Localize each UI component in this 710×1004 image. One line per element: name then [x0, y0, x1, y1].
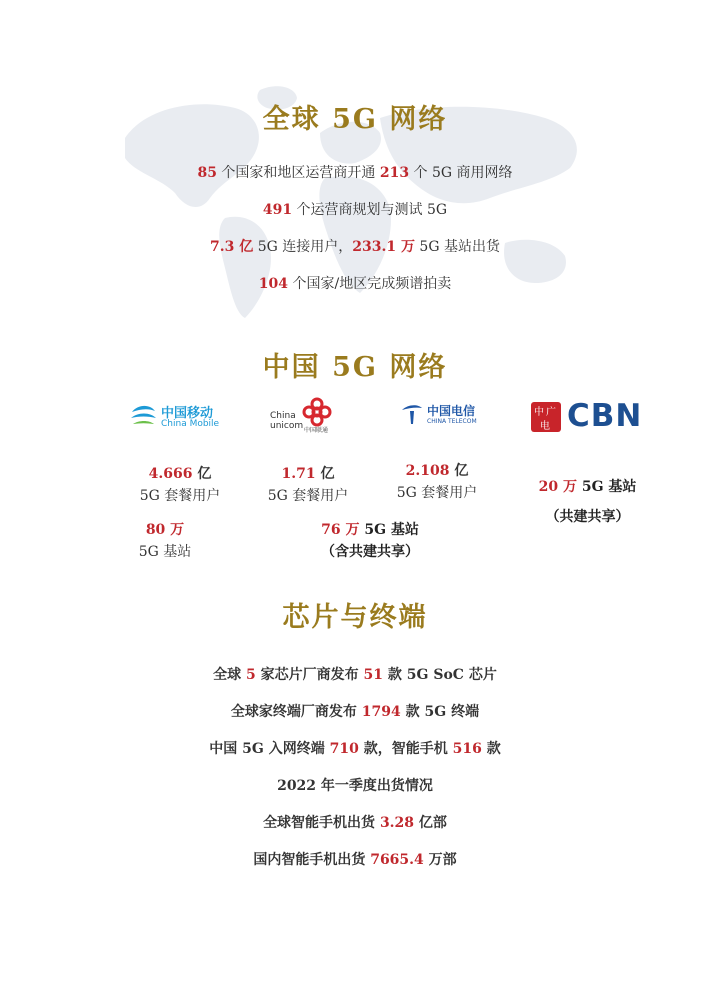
mobile-users — [115, 463, 245, 507]
label: 5G 套餐用户 — [396, 485, 478, 501]
text: 款 — [481, 741, 501, 757]
unit: 亿 — [192, 466, 212, 482]
label: 5G 套餐用户 — [267, 488, 349, 504]
chip-line-2 — [0, 701, 710, 721]
cbn-logo — [531, 398, 643, 436]
text: 5G 连接用户， — [253, 239, 353, 255]
note: （共建共享） — [545, 509, 630, 525]
text: 全球智能手机出货 — [263, 815, 380, 831]
value: 2.108 — [405, 463, 450, 479]
value: 1794 — [361, 704, 401, 720]
shared-base-stations — [290, 519, 450, 563]
unit: 亿 — [449, 463, 469, 479]
unit: 亿 — [315, 466, 335, 482]
section-title-china-5g: 中国 5G 网络 — [262, 352, 448, 383]
value: 51 — [363, 667, 384, 683]
value: 516 — [452, 741, 482, 757]
value: 104 — [258, 276, 289, 292]
value: 1.71 — [281, 466, 316, 482]
value: 5 — [246, 667, 256, 683]
china-mobile-en: China Mobile — [161, 419, 220, 429]
note: （含共建共享） — [321, 544, 419, 560]
cbn-glyph: 中 — [534, 407, 544, 418]
value: 7665.4 — [370, 852, 424, 868]
value: 710 — [329, 741, 359, 757]
label: 5G 基站 — [138, 544, 192, 560]
text: 万部 — [423, 852, 457, 868]
china-telecom-cn: 中国电信 — [427, 404, 476, 418]
text: 个国家和地区运营商开通 — [216, 165, 380, 181]
text: 全球 — [213, 667, 247, 683]
value: 85 — [197, 165, 217, 181]
china-telecom-logo — [400, 402, 490, 436]
text: 款 5G 终端 — [400, 704, 480, 720]
value: 491 — [262, 202, 293, 218]
text: 全球家终端厂商发布 — [230, 704, 362, 720]
chip-line-3 — [0, 738, 710, 758]
mobile-base-stations — [115, 519, 215, 563]
cbn-red-badge — [531, 402, 561, 432]
value: 213 — [379, 165, 410, 181]
value: 7.3 亿 — [210, 239, 254, 255]
chip-line-1 — [0, 664, 710, 684]
value: 4.666 — [148, 466, 193, 482]
china-telecom-swoosh-icon — [400, 402, 424, 426]
china-telecom-en: CHINA TELECOM — [427, 418, 477, 425]
text: 中国 5G 入网终端 — [209, 741, 330, 757]
cbn-base-stations — [520, 472, 655, 532]
text: 款，智能手机 — [358, 741, 453, 757]
unicom-users — [243, 463, 373, 507]
text: 个 5G 商用网络 — [409, 165, 513, 181]
china-unicom-logo — [270, 395, 345, 437]
global-line-1 — [0, 162, 710, 182]
text: 家芯片厂商发布 — [255, 667, 364, 683]
text: 2022 年一季度出货情况 — [277, 778, 433, 794]
value: 76 万 — [321, 522, 360, 538]
section-title-global-5g: 全球 5G 网络 — [262, 104, 448, 135]
value: 80 万 — [145, 522, 185, 538]
cbn-text: CBN — [567, 398, 643, 434]
china-unicom-cn: 中国联通 — [304, 427, 329, 434]
chip-line-5 — [0, 812, 710, 832]
china-mobile-swirl-icon — [128, 402, 158, 432]
text: 个国家/地区完成频谱拍卖 — [288, 276, 452, 292]
label: 5G 基站 — [576, 479, 637, 495]
telecom-users — [372, 460, 502, 504]
section-title-chips-terminals: 芯片与终端 — [282, 602, 428, 633]
value: 233.1 万 — [352, 239, 415, 255]
global-line-4 — [0, 273, 710, 293]
label: 5G 基站 — [359, 522, 419, 538]
text: 国内智能手机出货 — [253, 852, 371, 868]
china-unicom-en2: unicom — [270, 421, 304, 431]
global-line-2 — [0, 199, 710, 219]
text: 款 5G SoC 芯片 — [383, 667, 497, 683]
cbn-glyph: 电 — [540, 421, 550, 432]
label: 5G 套餐用户 — [139, 488, 221, 504]
text: 5G 基站出货 — [414, 239, 500, 255]
chip-line-6 — [0, 849, 710, 869]
china-mobile-cn: 中国移动 — [161, 406, 214, 421]
china-unicom-knot-icon — [300, 395, 334, 429]
chip-line-4 — [0, 775, 710, 795]
value: 3.28 — [379, 815, 415, 831]
global-line-3 — [0, 236, 710, 256]
cbn-glyph: 广 — [546, 407, 556, 418]
value: 20 万 — [538, 479, 577, 495]
text: 个运营商规划与测试 5G — [292, 202, 448, 218]
text: 亿部 — [414, 815, 447, 831]
china-unicom-en1: China — [270, 411, 296, 421]
china-mobile-logo — [128, 400, 238, 436]
